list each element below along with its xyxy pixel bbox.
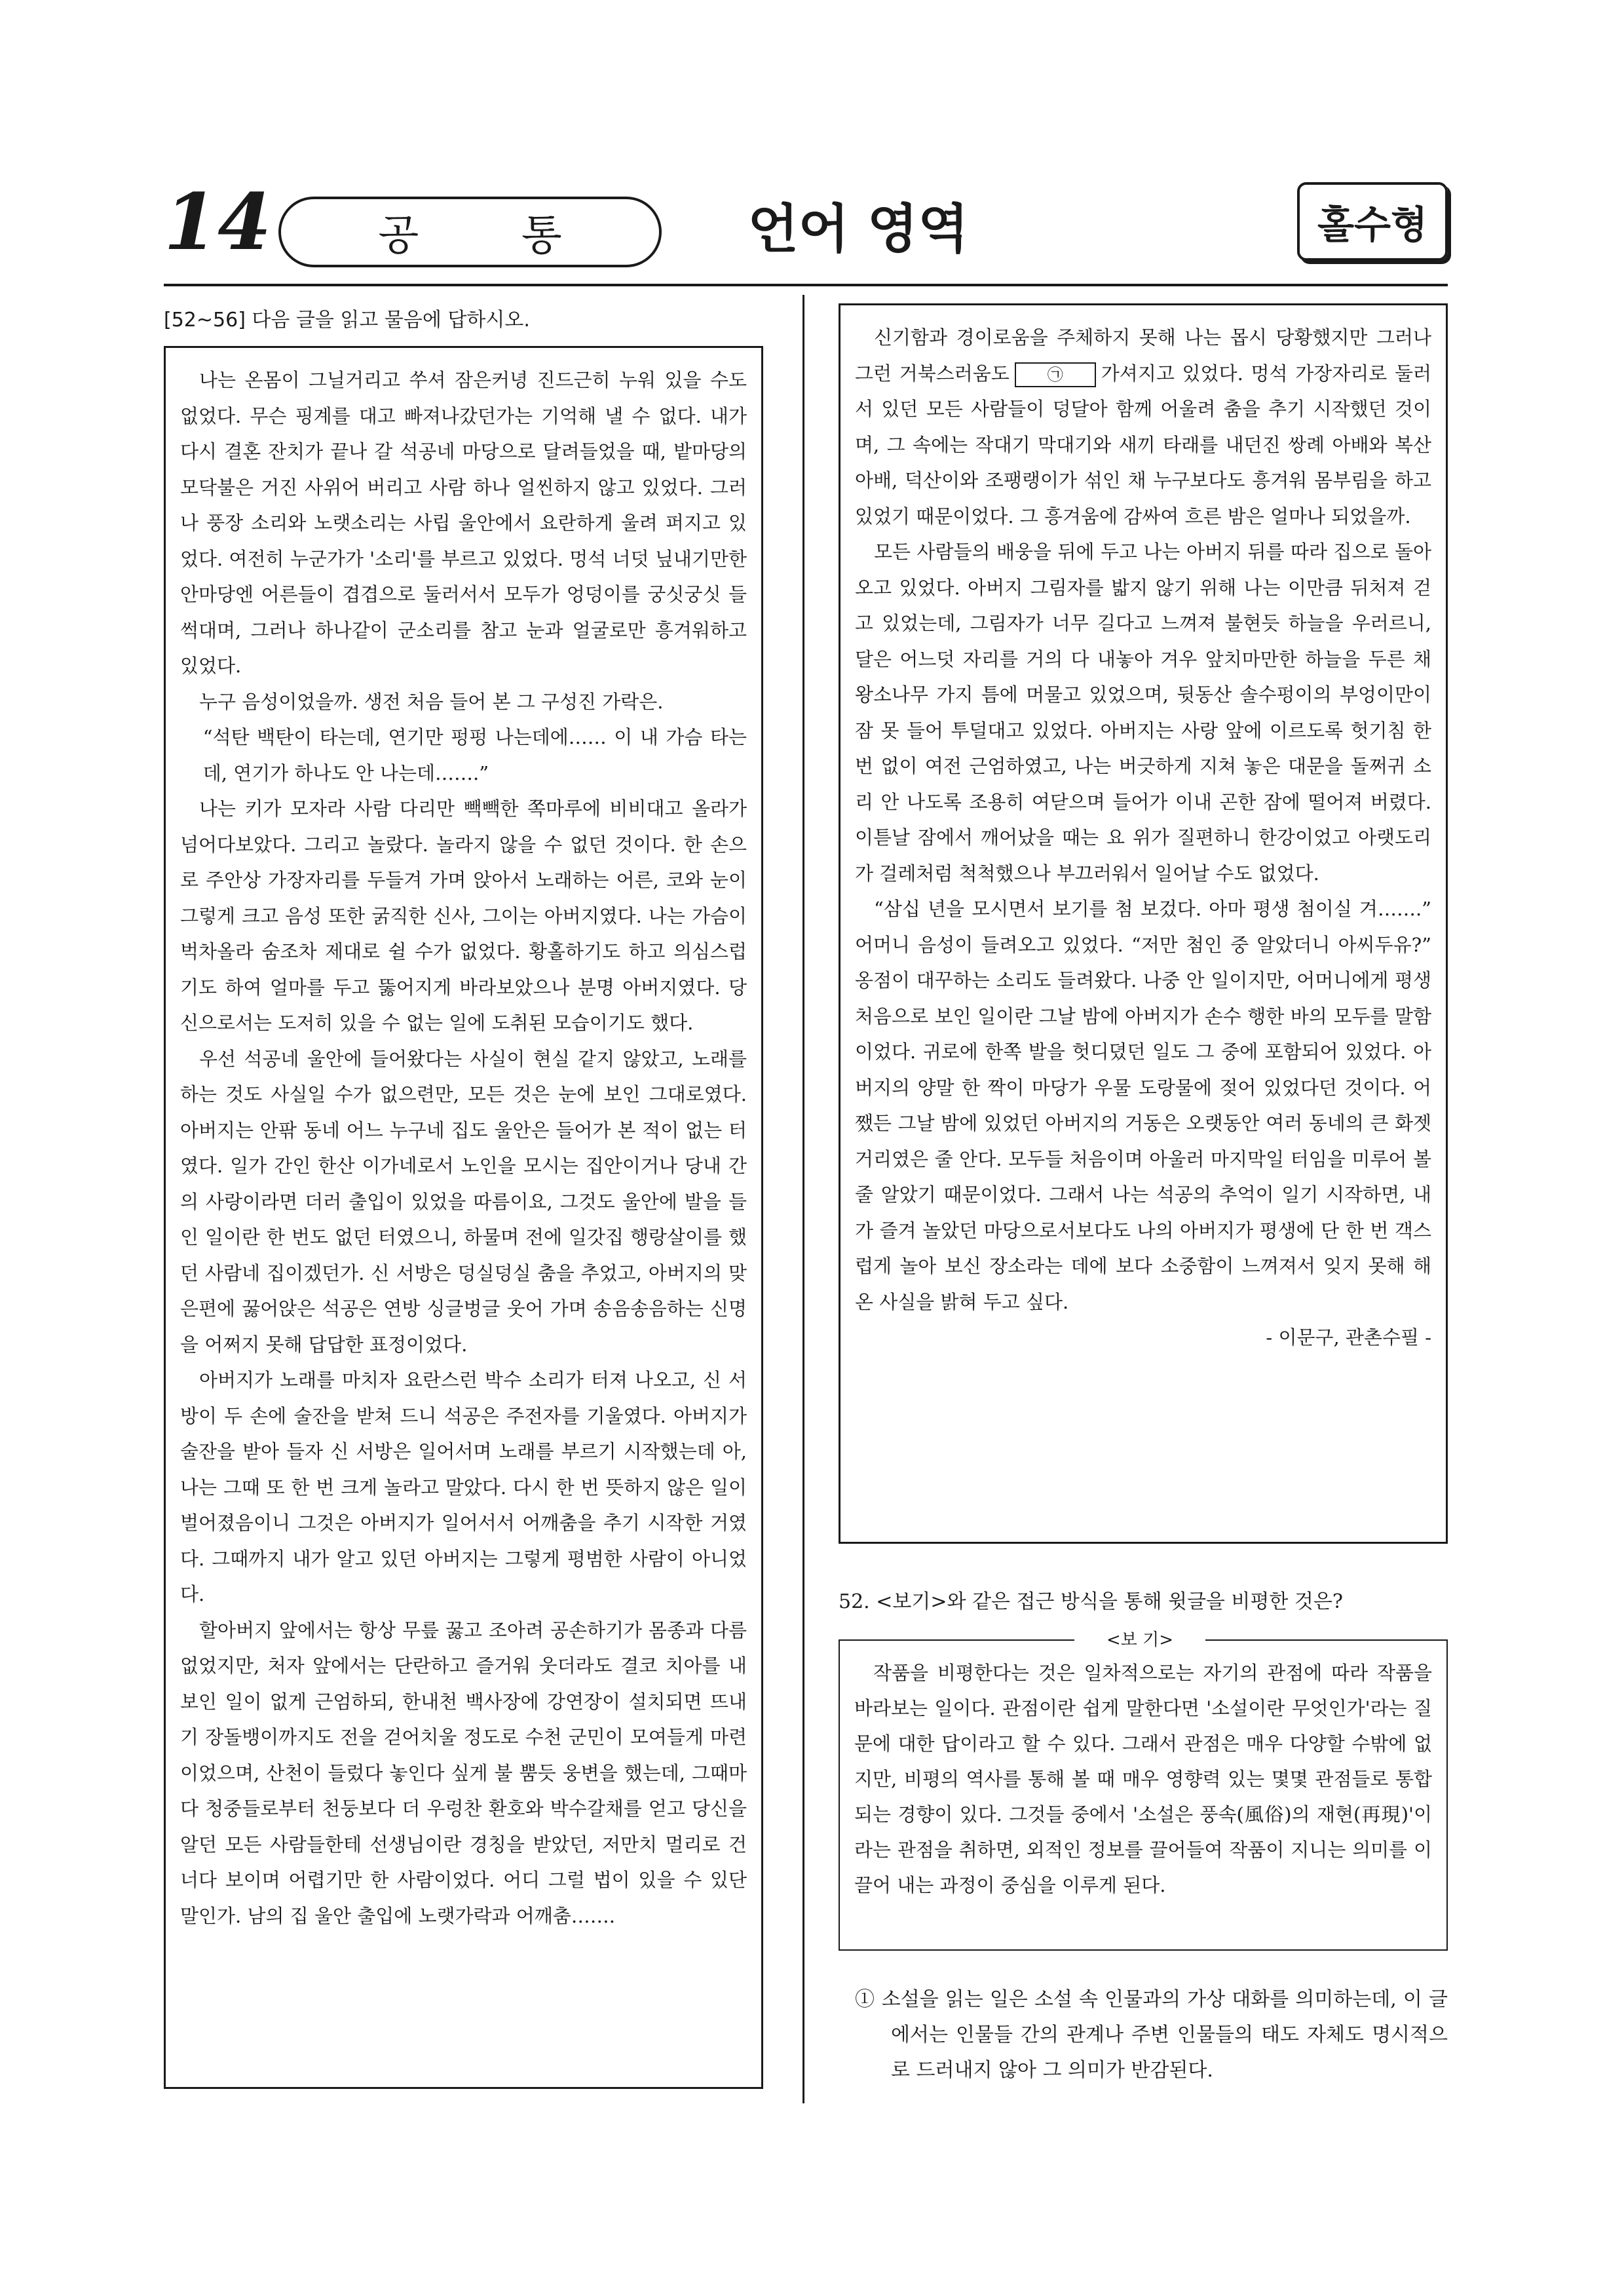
passage-paragraph: 나는 온몸이 그닐거리고 쑤셔 잠은커녕 진드근히 누워 있을 수도 없었다. 무슨 핑계를 대고 빠져나갔던가는 기억해 낼 수 없다. 내가 다시 결혼 잔치가 끝나 갈 석공네 마당으로 달려들었을 때, 밭마당의 모닥불은 거진 사위어 버리고 사람 하나 얼씬하지 않고 있었다. 그러나 풍장 소리와 노랫소리는 사립 울안에서 요란하게 울려 퍼지고 있었다. 여전히 누군가가 '소리'를 부르고 있었다. 멍석 너덧 닢내기만한 안마당엔 어른들이 겹겹으로 둘러서서 모두가 엉덩이를 궁싯궁싯 들썩대며, 그러나 하나같이 군소리를 참고 눈과 얼굴로만 흥겨워하고 있었다. [180, 369, 747, 677]
common-char-1: 공 [378, 212, 419, 260]
passage-paragraph: 모든 사람들의 배웅을 뒤에 두고 나는 아버지 뒤를 따라 집으로 돌아오고 있었다. 아버지 그림자를 밟지 않기 위해 나는 이만큼 뒤처져 걷고 있었는데, 그림자가 너무 길다고 느껴져 불현듯 하늘을 우러르니, 달은 어느덧 자리를 거의 다 내놓아 겨우 앞치마만한 하늘을 두른 채 왕소나무 가지 틈에 머물고 있었으며, 뒷동산 솔수펑이의 부엉이만이 잠 못 들어 투덜대고 있었다. 아버지는 사랑 앞에 이르도록 헛기침 한 번 없이 여전 근엄하였고, 나는 버긋하게 지쳐 놓은 대문을 돌쩌귀 소리 안 나도록 조용히 여닫으며 들어가 이내 곤한 잠에 떨어져 버렸다. 이튿날 잠에서 깨어났을 때는 요 위가 질편하니 한강이었고 아랫도리가 걸레처럼 척척했으나 부끄러워서 일어날 수도 없었다. [855, 541, 1431, 885]
passage-paragraph: 누구 음성이었을까. 생전 처음 들어 본 그 구성진 가락은. [199, 690, 664, 713]
question-52-stem: 52. <보기>와 같은 접근 방식을 통해 윗글을 비평한 것은? [839, 1590, 1343, 1613]
passage-paragraph: “삼십 년을 모시면서 보기를 첨 보겄다. 아마 평생 첨이실 겨…….” 어머니 음성이 들려오고 있었다. “저만 첨인 중 알았더니 아씨두유?” 옹점이 대꾸하는 소리도 들려왔다. 나중 안 일이지만, 어머니에게 평생 처음으로 보인 일이란 그날 밤에 아버지가 손수 행한 바의 모두를 말함이었다. 귀로에 한쪽 발을 헛디뎠던 일도 그 중에 포함되어 있었다. 아버지의 양말 한 짝이 마당가 우물 도랑물에 젖어 있었다던 것이다. 어쨌든 그날 밤에 있었던 아버지의 거동은 오랫동안 여러 동네의 큰 화젯거리였은 줄 안다. 모두들 처음이며 아울러 마지막일 터임을 미루어 볼 줄 알았기 때문이었다. 그래서 나는 석공의 추억이 일기 시작하면, 내가 즐겨 놀았던 마당으로서보다도 나의 아버지가 평생에 단 한 번 객스럽게 놀아 보신 장소라는 데에 보다 소중함이 느껴져서 잊지 못해 해 온 사실을 밝혀 두고 싶다. [855, 898, 1431, 1313]
bogi-label: <보 기> [1074, 1626, 1205, 1651]
passage-left-column [164, 346, 763, 2089]
header-divider [164, 284, 1448, 286]
common-char-2: 통 [521, 212, 562, 260]
exam-type-badge: 홀수형 [1297, 182, 1448, 261]
common-section-badge [278, 197, 662, 267]
source-attribution: - 이문구, 관촌수필 - [1266, 1326, 1431, 1349]
blank-box-a: ㉠ [1015, 362, 1096, 387]
bogi-box [839, 1639, 1448, 1951]
passage-paragraph: 할아버지 앞에서는 항상 무릎 꿇고 조아려 공손하기가 몸종과 다름없었지만, 처자 앞에서는 단란하고 즐거워 웃더라도 결코 치아를 내보인 일이 없게 근엄하되, 한내천 백사장에 강연장이 설치되면 뜨내기 장돌뱅이까지도 전을 걷어치울 정도로 수천 군민이 모여들게 마련이었으며, 산천이 들렀다 놓인다 싶게 불 뿜듯 웅변을 했는데, 그때마다 청중들로부터 천둥보다 더 우렁찬 환호와 박수갈채를 얻고 당신을 알던 모든 사람들한테 선생님이란 경칭을 받았던, 저만치 멀리로 건너다 보이며 어렵기만 한 사람이었다. 어디 그럴 법이 있을 수 있단 말인가. 남의 집 울안 출입에 노랫가락과 어깨춤……. [180, 1618, 747, 1927]
answer-choice-1[interactable]: ① 소설을 읽는 일은 소설 속 인물과의 가상 대화를 의미하는데, 이 글에서는 인물들 간의 관계나 주변 인물들의 태도 자체도 명시적으로 드러내지 않아 그 의미가 반감된다. [855, 1988, 1448, 2082]
column-divider [803, 295, 804, 2103]
page-number: 14 [164, 176, 272, 267]
paragraph-text-after-blank: 가셔지고 있었다. 멍석 가장자리로 둘러서 있던 모든 사람들이 덩달아 함께 어울려 춤을 추기 시작했던 것이며, 그 속에는 작대기 막대기와 새끼 타래를 내던진 쌍례 아배와 복산 아배, 덕산이와 조팽랭이가 섞인 채 누구보다도 흥겨워 몸부림을 하고 있었기 때문이었다. 그 흥겨움에 감싸여 흐른 밤은 얼마나 되었을까. [855, 362, 1431, 527]
question-instruction: [52~56] 다음 글을 읽고 물음에 답하시오. [164, 309, 530, 332]
passage-paragraph: 우선 석공네 울안에 들어왔다는 사실이 현실 같지 않았고, 노래를 하는 것도 사실일 수가 없으련만, 모든 것은 눈에 보인 그대로였다. 아버지는 안팎 동네 어느 누구네 집도 울안은 들어가 본 적이 없는 터였다. 일가 간인 한산 이가네로서 노인을 모시는 집안이거나 당내 간의 사랑이라면 더러 출입이 있었을 따름이요, 그것도 울안에 발을 들인 일이란 한 번도 없던 터였으니, 하물며 전에 일갓집 행랑살이를 했던 사람네 집이겠던가. 신 서방은 덩실덩실 춤을 추었고, 아버지의 맞은편에 꿇어앉은 석공은 연방 싱글벙글 웃어 가며 송음송음하는 신명을 어쩌지 못해 답답한 표정이었다. [180, 1047, 747, 1356]
paragraph-text-before-blank: 신기함과 경이로움을 주체하지 못해 나는 몹시 당황했지만 그러나 그런 거북스러움도 [855, 326, 1431, 385]
page-header [164, 177, 1448, 282]
passage-paragraph [855, 320, 1431, 534]
bogi-text: 작품을 비평한다는 것은 일차적으로는 자기의 관점에 따라 작품을 바라보는 일이다. 관점이란 쉽게 말한다면 '소설이란 무엇인가'라는 질문에 대한 답이라고 할 수 있다. 그래서 관점은 매우 다양할 수밖에 없지만, 비평의 역사를 통해 볼 때 매우 영향력 있는 몇몇 관점들로 통합되는 경향이 있다. 그것들 중에서 '소설은 풍속(風俗)의 재현(再現)'이라는 관점을 취하면, 외적인 정보를 끌어들여 작품이 지니는 의미를 이끌어 내는 과정이 중심을 이루게 된다. [854, 1662, 1432, 1896]
passage-right-column [839, 303, 1448, 1544]
passage-paragraph: 아버지가 노래를 마치자 요란스런 박수 소리가 터져 나오고, 신 서방이 두 손에 술잔을 받쳐 드니 석공은 주전자를 기울였다. 아버지가 술잔을 받아 들자 신 서방은 일어서며 노래를 부르기 시작했는데 아, 나는 그때 또 한 번 크게 놀라고 말았다. 다시 한 번 뜻하지 않은 일이 벌어졌음이니 그것은 아버지가 일어서서 어깨춤을 추기 시작한 거였다. 그때까지 내가 알고 있던 아버지는 그렇게 평범한 사람이 아니었다. [180, 1369, 747, 1605]
subject-title: 언어 영역 [747, 199, 969, 259]
passage-paragraph: 나는 키가 모자라 사람 다리만 빽빽한 쪽마루에 비비대고 올라가 넘어다보았다. 그리고 놀랐다. 놀라지 않을 수 없던 것이다. 한 손으로 주안상 가장자리를 두들겨 가며 앉아서 노래하는 어른, 코와 눈이 그렇게 크고 음성 또한 굵직한 신사, 그이는 아버지였다. 나는 가슴이 벅차올라 숨조차 제대로 쉴 수가 없었다. 황홀하기도 하고 의심스럽기도 하여 얼마를 두고 뚫어지게 바라보았으나 분명 아버지였다. 당신으로서는 도저히 있을 수 없는 일에 도취된 모습이기도 했다. [180, 797, 747, 1034]
song-quote: “석탄 백탄이 타는데, 연기만 펑펑 나는데에…… 이 내 가슴 타는데, 연기가 하나도 안 나는데…….” [202, 726, 747, 784]
